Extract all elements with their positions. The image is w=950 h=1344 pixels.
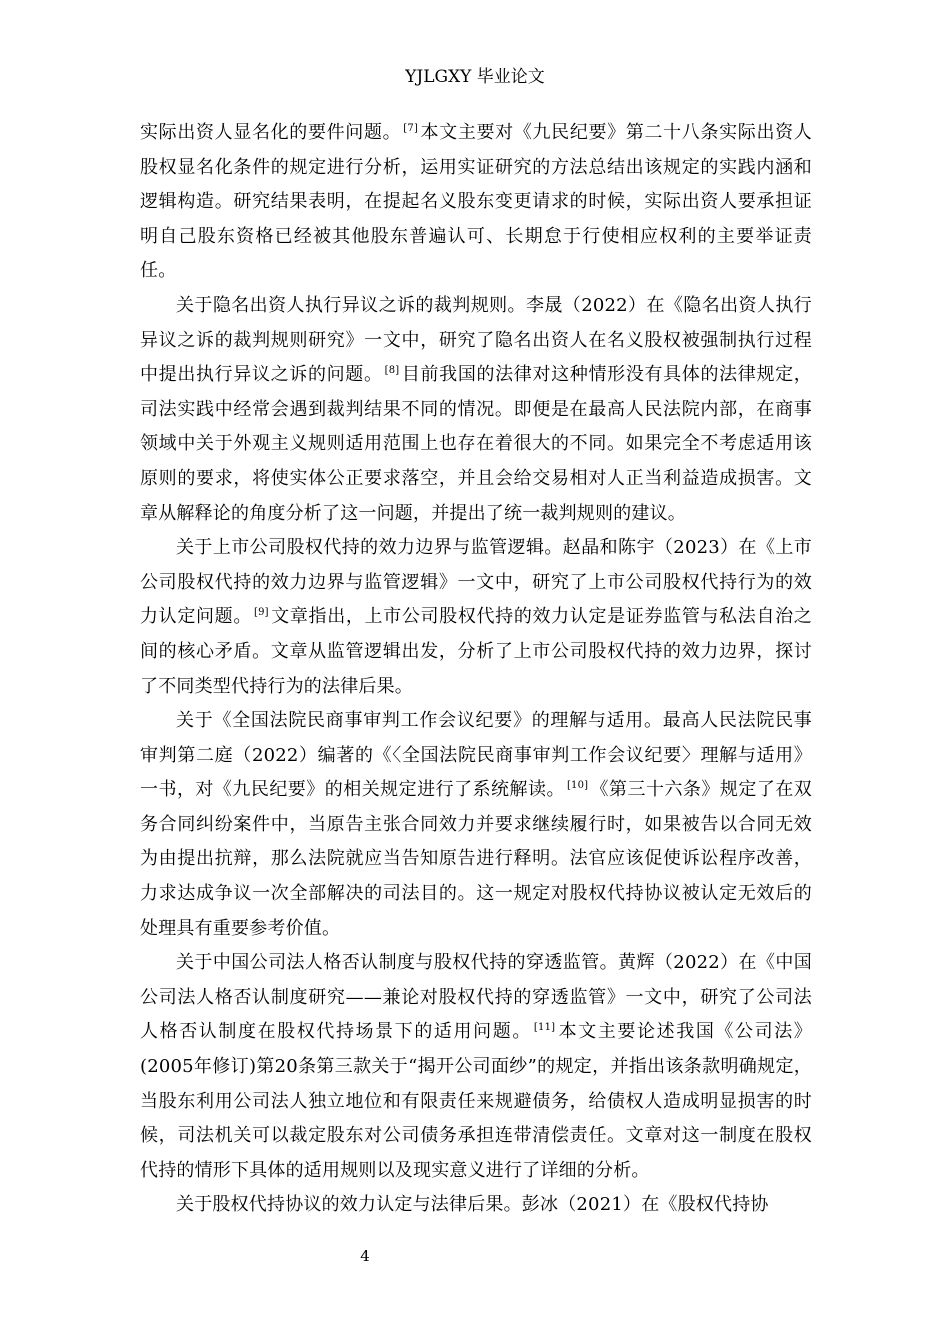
paragraph-text: 本文主要论述我国《公司法》(2005年修订)第20条第三款关于“揭开公司面纱”的规定，并指出该条款明确规定，当股东利用公司法人独立地位和有限责任来规避债务，给债权人造成明显损害的时候，司法机关可以裁定股东对公司债务承担连带清偿责任。文章对这一制度在股权代持的情形下具体的适用规则以及现实意义进行了详细的分析。 (140, 1021, 812, 1181)
body-paragraph (140, 289, 812, 531)
paragraph-text: 实际出资人显名化的要件问题。 (140, 122, 402, 143)
citation-reference: [8] (384, 365, 400, 377)
paragraph-text: 关于上市公司股权代持的效力边界与监管逻辑。赵晶和陈宇（2023）在《上市公司股权代持的效力边界与监管逻辑》一文中，研究了上市公司股权代持行为的效力认定问题。 (140, 537, 812, 628)
body-paragraph (140, 531, 812, 704)
page-number: 4 (360, 1247, 370, 1265)
citation-reference: [7] (403, 123, 419, 134)
paragraph-text: 《第三十六条》规定了在双务合同纠纷案件中，当原告主张合同效力并要求继续履行时，如果被告以合同无效为由提出抗辩，那么法院就应当告知原告进行释明。法官应该促使诉讼程序改善，力求达成争议一次全部解决的司法目的。这一规定对股权代持协议被认定无效后的处理具有重要参考价值。 (140, 779, 812, 939)
body-paragraph (140, 116, 812, 289)
header-title: YJLGXY 毕业论文 (405, 67, 545, 87)
paragraph-text: 关于《全国法院民商事审判工作会议纪要》的理解与适用。最高人民法院民事审判第二庭（2022）编著的《〈全国法院民商事审判工作会议纪要〉理解与适用》一书，对《九民纪要》的相关规定进行了系统解读。 (140, 710, 812, 801)
body-paragraph (140, 946, 812, 1188)
paragraph-text: 关于股权代持协议的效力认定与法律后果。彭冰（2021）在《股权代持协 (176, 1194, 769, 1216)
paragraph-text: 目前我国的法律对这种情形没有具体的法律规定，司法实践中经常会遇到裁判结果不同的情况。即便是在最高人民法院内部，在商事领域中关于外观主义规则适用范围上也存在着很大的不同。如果完全不考虑适用该原则的要求，将使实体公正要求落空，并且会给交易相对人正当利益造成损害。文章从解释论的角度分析了这一问题，并提出了统一裁判规则的建议。 (140, 364, 812, 524)
paragraph-text: 文章指出，上市公司股权代持的效力认定是证券监管与私法自治之间的核心矛盾。文章从监管逻辑出发，分析了上市公司股权代持的效力边界，探讨了不同类型代持行为的法律后果。 (140, 606, 812, 697)
body-paragraph (140, 704, 812, 946)
paragraph-text: 关于隐名出资人执行异议之诉的裁判规则。李晟（2022）在《隐名出资人执行异议之诉的裁判规则研究》一文中，研究了隐名出资人在名义股权被强制执行过程中提出执行异议之诉的问题。 (140, 294, 812, 386)
paragraph-text: 本文主要对《九民纪要》第二十八条实际出资人股权显名化条件的规定进行分析，运用实证研究的方法总结出该规定的实践内涵和逻辑构造。研究结果表明，在提起名义股东变更请求的时候，实际出资人要承担证明自己股东资格已经被其他股东普遍认可、长期怠于行使相应权利的主要举证责任。 (140, 122, 812, 282)
document-body (140, 116, 812, 1223)
citation-reference: [9] (253, 607, 269, 619)
paragraph-text: 关于中国公司法人格否认制度与股权代持的穿透监管。黄辉（2022）在《中国公司法人格否认制度研究——兼论对股权代持的穿透监管》一文中，研究了公司法人格否认制度在股权代持场景下的适用问题。 (140, 952, 812, 1043)
body-paragraph (140, 1188, 812, 1223)
page-header (0, 66, 950, 88)
citation-reference: [11] (533, 1022, 556, 1034)
citation-reference: [10] (566, 780, 589, 792)
